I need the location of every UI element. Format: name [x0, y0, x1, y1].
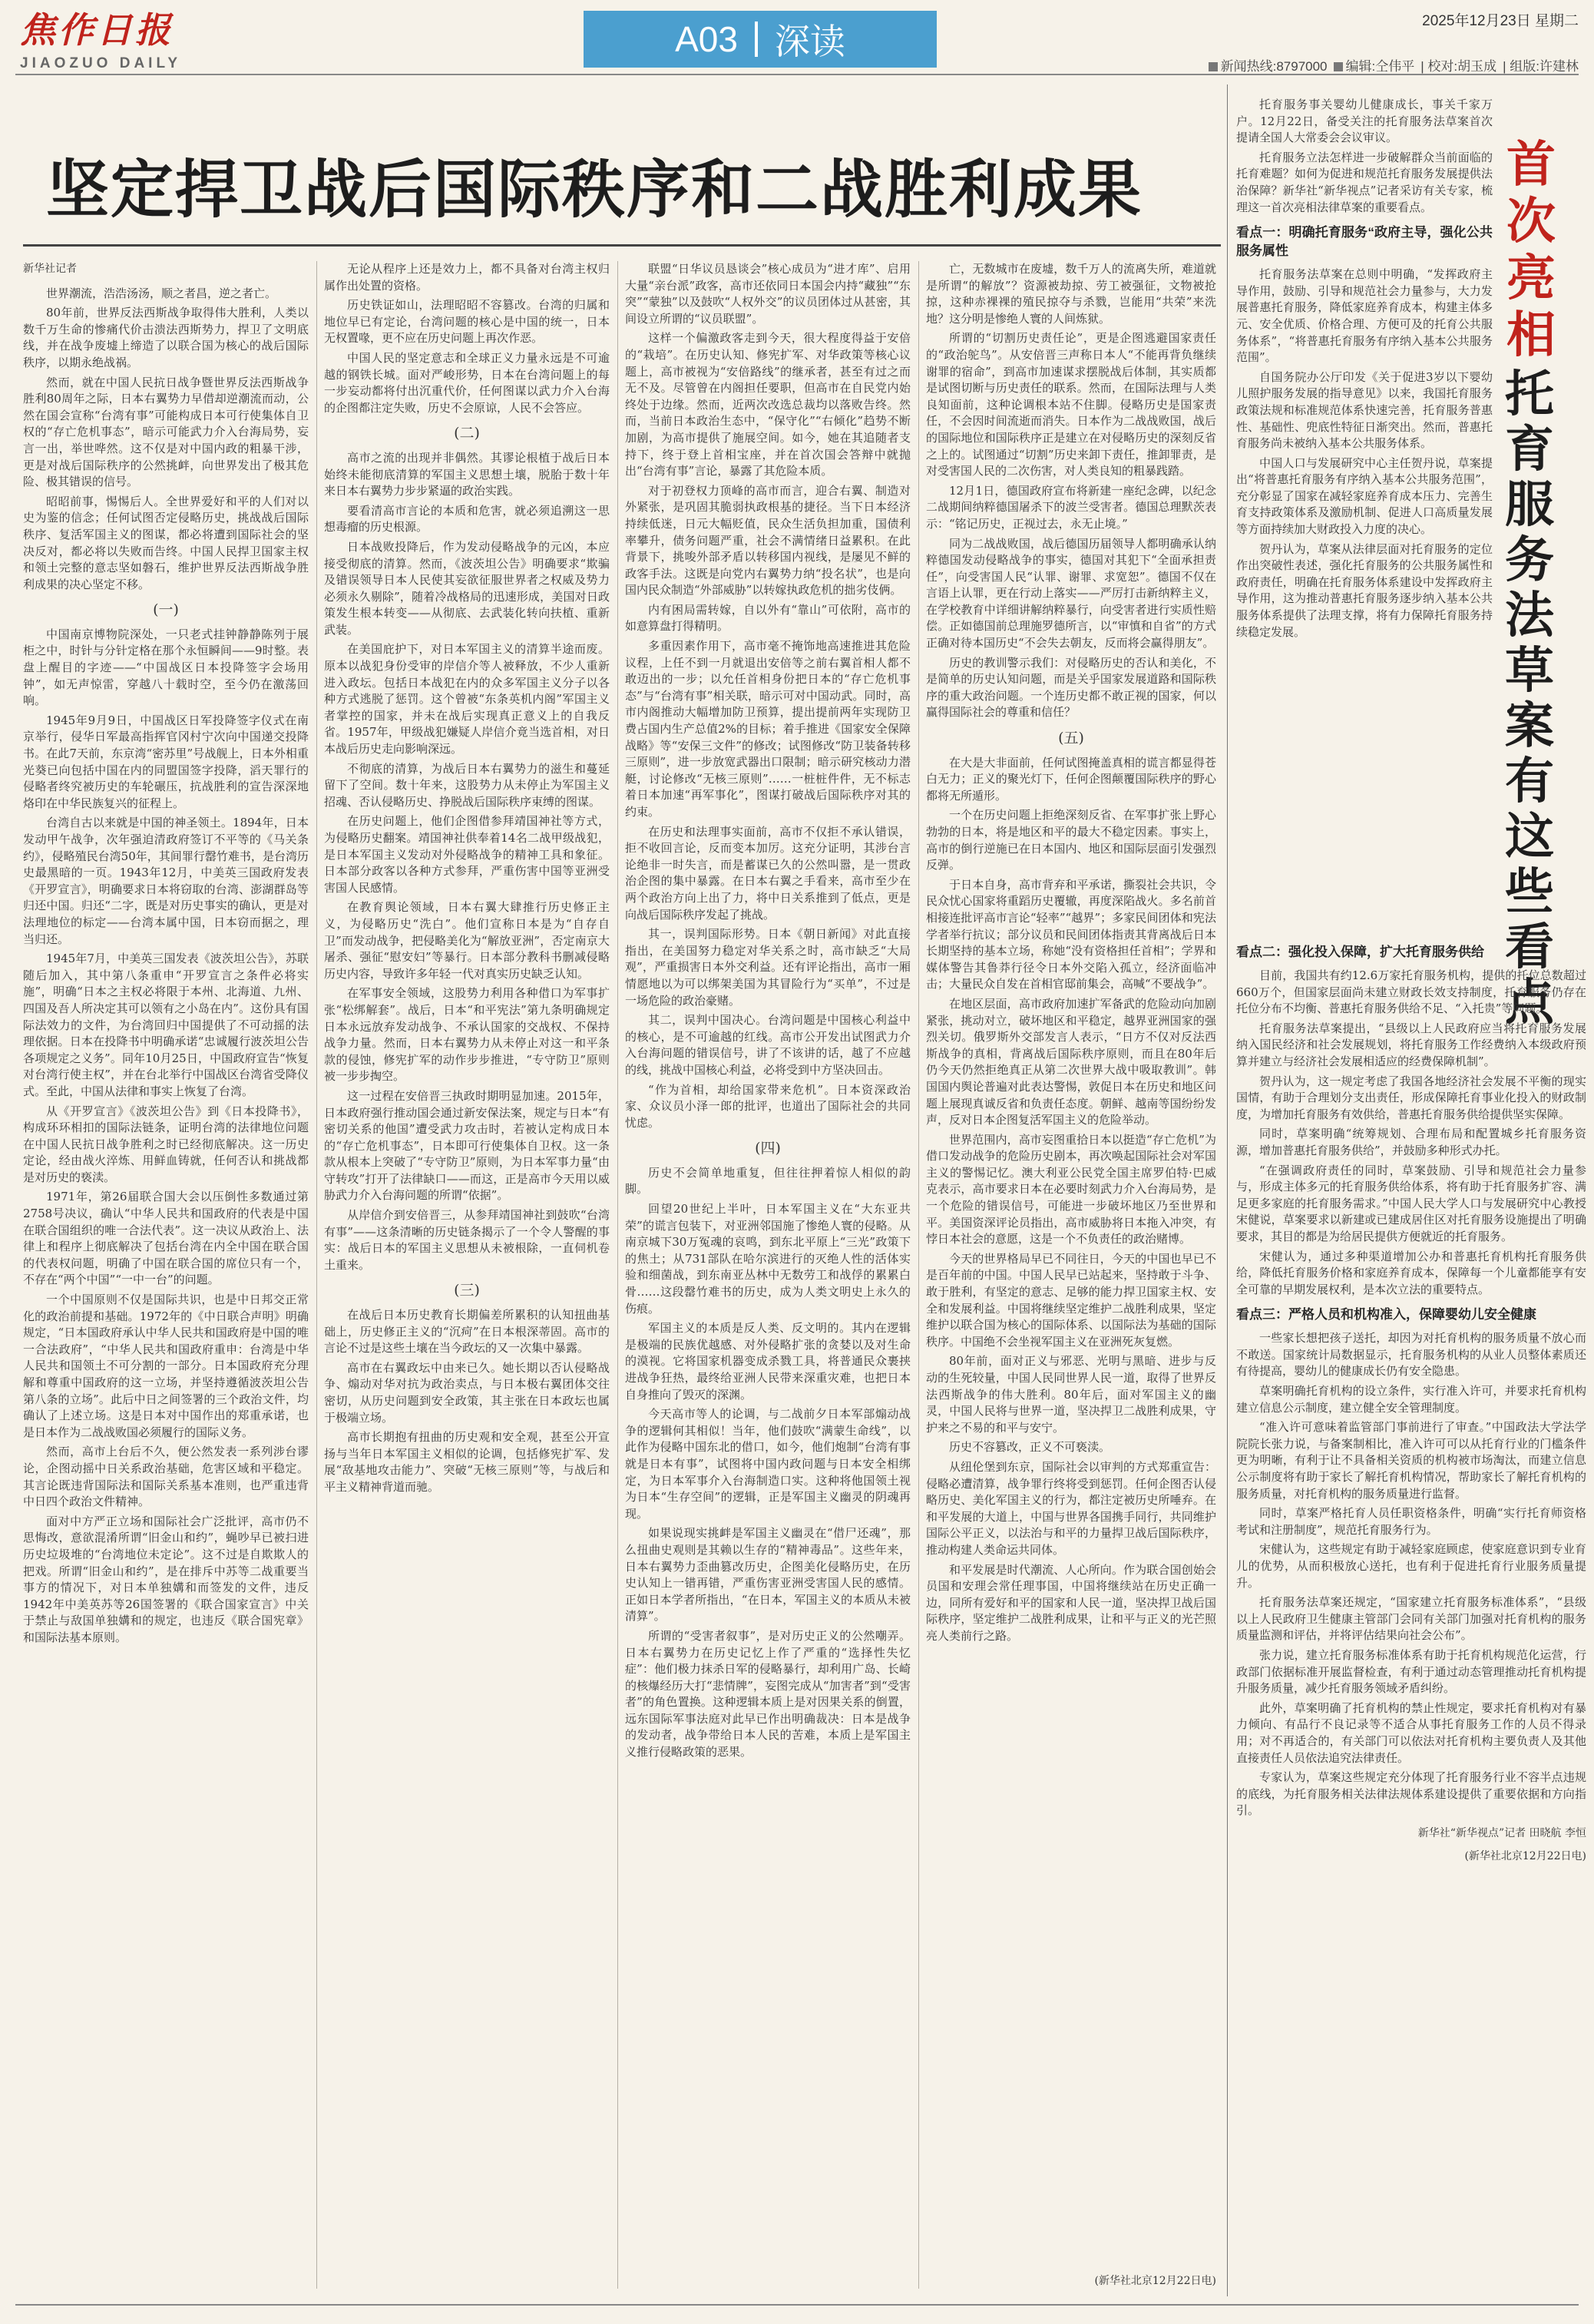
paragraph: 此外，草案明确了托育机构的禁止性规定，要求托育机构对有暴力倾向、有品行不良记录等不适合从事托育服务工作的人员不得录用；对不再适合的，有关部门可以依法对托育机构主要负责人及其他直接责任人员依法追究法律责任。	[1236, 1700, 1586, 1765]
paragraph: 中国南京博物院深处，一只老式挂钟静静陈列于展柜之中，时针与分针定格在那个永恒瞬间——9时整。表盘上醒目的字迹——“中国战区日本投降签字会场用钟”，如无声惊雷，穿越八十载时空，至今仍在激荡回响。	[23, 627, 309, 708]
paragraph: 贺丹认为，这一规定考虑了我国各地经济社会发展不平衡的现实国情，有助于合理划分支出责任，形成保障托育事业化投入的财政制度，为增加托育服务有效供给，普惠托育服务供给提供坚实保障。	[1236, 1074, 1586, 1121]
paragraph: 中国人口与发展研究中心主任贺丹说，草案提出“将普惠托育服务有序纳入基本公共服务范围”，充分彰显了国家在减轻家庭养育成本压力、完善生育支持政策体系及激励机制、促进人口高质量发展等方面持续加大财政投入力度的决心。	[1236, 455, 1493, 537]
dateline: (新华社北京12月22日电)	[1464, 1849, 1586, 1862]
paragraph: 张力说，建立托育服务标准体系有助于托育机构规范化运营，行政部门依据标准开展监督检查，有利于通过动态管理推动托育机构提升服务质量，减少托育服务领域矛盾纠纷。	[1236, 1647, 1586, 1696]
sidebar-column-1	[1236, 97, 1493, 934]
paragraph: 托育服务法草案在总则中明确，“发挥政府主导作用，鼓励、引导和规范社会力量参与，大力发展普惠托育服务，降低家庭养育成本，构建主体多元、安全优质、价格合理、方便可及的托育公共服务体系”，“将普惠托育服务有序纳入基本公共服务范围”。	[1236, 267, 1493, 365]
article-column-1	[23, 261, 309, 2289]
page-number: A03	[675, 19, 738, 59]
layout-info: | 组版:许建林	[1503, 59, 1579, 74]
section-number: (五)	[1058, 730, 1084, 747]
paragraph: 这一过程在安倍晋三执政时期明显加速。2015年，日本政府强行推动国会通过新安保法案，规定与日本“有密切关系的他国”遭受武力攻击时，若被认定构成日本的“存亡危机事态”，日本即可行使集体自卫权。这一条款从根本上突破了“专守防卫”原则，为日本军事力量“由守转攻”打开了法律缺口——而这，正是高市今天用以威胁武力介入台海问题的所谓“依据”。	[324, 1088, 610, 1203]
banner-divider	[755, 22, 758, 57]
paragraph: 面对中方严正立场和国际社会广泛批评，高市仍不思悔改，意欲混淆所谓“旧金山和约”，蝇吵早已被扫进历史垃圾堆的“台湾地位未定论”。这不过是自欺欺人的把戏。所谓“旧金山和约”，是在排斥中苏等二战重要当事方的情况下，对日本单独媾和而签发的文件，违反1942年中美英苏等26国签署的《联合国家宣言》中关于禁止与敌国单独媾和的规定，也违反《联合国宪章》和国际法基本原则。	[23, 1514, 309, 1644]
paragraph: 多重因素作用下，高市毫不掩饰地高速推进其危险议程，上任不到一月就退出安倍等之前右翼首相人都不敢迈出的一步；以允任首相身份把日本的“存亡危机事态”与“台湾有事”相关联，暗示可对中国动武。同时，高市内阁推动大幅增加防卫预算，提出提前两年实现防卫费占国内生产总值2%的目标；着手推进《国家安全保障战略》等“安保三文件”的修改；试图修改“防卫装备转移三原则”，进一步放宽武器出口限制；暗示研究核动力潜艇，讨论修改“无核三原则”……一桩桩件件，无不标志着日本加速“再军事化”，图谋打破战后国际秩序对其的约束。	[625, 639, 911, 819]
issue-date: 2025年12月23日 星期二	[1422, 13, 1579, 29]
paragraph: 今天的世界格局早已不同往日，今天的中国也早已不是百年前的中国。中国人民早已站起来，坚持敢于斗争、敢于胜利，有坚定的意志、足够的能力捍卫国家主权、安全和发展利益。中国将继续坚定维护二战胜利成果，坚定维护以联合国为核心的国际体系、以国际法为基础的国际秩序。中国绝不会坐视军国主义在亚洲死灰复燃。	[926, 1251, 1216, 1349]
paragraph: 中国人民的坚定意志和全球正义力量永远是不可逾越的钢铁长城。面对严峻形势，日本在台湾问题上的每一步妄动都将付出沉重代价，任何图谋以武力介入台海的企图都注定失败，历史不会原谅，人民不会答应。	[324, 350, 610, 415]
paragraph: 同时，草案严格托育人员任职资格条件，明确“实行托育师资格考试和注册制度”，规范托育服务行为。	[1236, 1506, 1586, 1537]
paragraph: 从岸信介到安倍晋三，从参拜靖国神社到鼓吹“台湾有事”——这条清晰的历史链条揭示了一个令人警醒的事实：战后日本的军国主义思想从未被根除，一直伺机卷土重来。	[324, 1208, 610, 1272]
paragraph: 世界潮流，浩浩汤汤，顺之者昌，逆之者亡。	[46, 286, 277, 300]
paragraph: 不彻底的清算，为战后日本右翼势力的滋生和蔓延留下了空间。数十年来，这股势力从未停止为军国主义招魂、否认侵略历史、挣脱战后国际秩序束缚的图谋。	[324, 761, 610, 809]
sidebar-column-2	[1236, 935, 1586, 2302]
paragraph: 对于初登权力顶峰的高市而言，迎合右翼、制造对外紧张，是巩固其脆弱执政根基的捷径。当下日本经济持续低迷，日元大幅贬值，民众生活负担加重，国债利率攀升，债务问题严重，社会不满情绪日益累积。在此背景下，挑唆外部矛盾以转移国内视线，是屡见不鲜的政客手法。这既是向党内右翼势力纳“投名状”，也是向国内民众制造“外部威胁”以转嫁执政危机的拙劣伎俩。	[625, 483, 911, 598]
paragraph: 在战后日本历史教育长期偏差所累积的认知扭曲基础上，历史修正主义的“沉疴”在日本根深蒂固。高市的言论不过是这些土壤在当今政坛的又一次集中暴露。	[324, 1308, 610, 1356]
paragraph: 联盟“日华议员恳谈会”核心成员为“进才库”、启用大量“亲台派”政客，高市还依同日本国会内持“藏独”“东突”“蒙独”以及鼓吹“人权外交”的议员团体过从甚密，其间设立所谓的“议员联盟”。	[625, 262, 911, 326]
paragraph: 在历史和法理事实面前，高市不仅拒不承认错误，拒不收回言论，反而变本加厉。这充分证明，其涉台言论绝非一时失言，而是蓄谋已久的公然叫嚣，是一贯政治企图的集中暴露。在日本右翼之手看来，高市至少在两个政治方向上出了力，将中日关系推到了低点，更是向战后国际秩序发起了挑战。	[625, 824, 911, 922]
subheading: 看点一：明确托育服务“政府主导，强化公共服务属性	[1236, 225, 1493, 259]
paragraph: 于日本自身，高市背弃和平承诺，撕裂社会共识，令民众忧心国家将重蹈历史覆辙，再度深陷战火。多名前首相接连批评高市言论“轻率”“越界”；多家民间团体和宪法学者举行抗议；部分议员和民间团体指责其背离战后日本长期坚持的基本立场，称她“没有资格担任首相”；学界和媒体警告其鲁莽行径令日本外交陷入孤立，经济面临冲击；大量民众自发在首相官邸前集会，高喊“不要战争”。	[926, 877, 1216, 992]
paragraph: 历史不容篡改，正义不可亵渎。	[949, 1440, 1111, 1455]
article2-title: 托育服务法草案有这些看点	[1505, 366, 1554, 1031]
editor-info-bar	[1209, 55, 1579, 74]
article-column-4	[926, 261, 1216, 2266]
paragraph: 托育服务法草案还规定，“国家建立托育服务标准体系”，“县级以上人民政府卫生健康主管部门会同有关部门加强对托育机构的服务质量监测和评估，并将评估结果向社会公布”。	[1236, 1595, 1586, 1643]
section-name: 深读	[774, 22, 845, 61]
paragraph: 所谓的“切割历史责任论”，更是企图逃避国家责任的“政治鸵鸟”。从安倍晋三声称日本人“不能再背负继续谢罪的宿命”，到高市加速谋求摆脱战后体制，其实质都是试图切断与历史责任的联系。然而，在国际法理与人类良知面前，这种论调根本站不住脚。侵略历史是国家责任，不会因时间流逝而消失。日本作为二战战败国，战后的国际地位和国际秩序正是建立在对侵略历史的深刻反省之上的。试图通过“切割”历史来卸下责任，推卸罪责，是对受害国人民的二次伤害，对人类良知的粗暴践踏。	[926, 331, 1216, 478]
paragraph: 如果说现实挑衅是军国主义幽灵在“借尸还魂”，那么扭曲史观则是其赖以生存的“精神毒品”。这些年来，日本右翼势力歪曲篡改历史，企图美化侵略历史，在历史认知上一错再错，严重伤害亚洲受害国人民的感情。正如日本学者所指出，“在日本，军国主义的本质从未被清算”。	[625, 1526, 911, 1624]
paragraph: 高市在右翼政坛中由来已久。她长期以否认侵略战争、煽动对华对抗为政治卖点，与日本极右翼团体交往密切，从历史问题到安全政策，其主张在日本政坛也属于极端立场。	[324, 1360, 610, 1425]
paragraph: 无论从程序上还是效力上，都不具备对台湾主权归属作出处置的资格。	[324, 262, 610, 293]
paragraph: 昭昭前事，惕惕后人。全世界爱好和平的人们对以史为鉴的信念；任何试图否定侵略历史，挑战战后国际秩序、复活军国主义的图谋，都必将遭到国际社会的坚决反对，都必将以失败而告终。中国人民捍卫国家主权和领土完整的意志坚如磐石，维护世界反法西斯战争胜利成果的决心坚定不移。	[23, 494, 309, 591]
article2-kicker: 首次亮相	[1506, 137, 1556, 364]
paragraph: 亡，无数城市在废墟，数千万人的流离失所，难道就是所谓“的解放”？资源被劫掠、劳工被强征，文物被抢掠，这种赤裸裸的殖民掠夺与杀戮，岂能用“共荣”来洗地？这分明是惨绝人寰的人间炼狱。	[926, 262, 1216, 326]
logo-title: 焦作日报	[20, 9, 174, 51]
paragraph: “作为首相，却给国家带来危机”。日本资深政治家、众议员小泽一郎的批评，也道出了国际社会的共同忧虑。	[625, 1082, 911, 1130]
section-number: (三)	[454, 1282, 480, 1299]
paragraph: 要看清高市言论的本质和危害，就必须追溯这一思想毒瘤的历史根源。	[324, 503, 610, 535]
masthead-rule	[15, 74, 1579, 75]
paragraph: 其一，误判国际形势。日本《朝日新闻》对此直接指出，在美国努力稳定对华关系之时，高市缺乏“大局观”，严重损害日本外交利益。还有评论指出，高市一厢情愿地以为可以绑架美国为其冒险行为“买单”，不过是一场危险的政治豪赌。	[625, 927, 911, 1008]
paragraph: 宋健认为，通过多种渠道增加公办和普惠托育机构托育服务供给，降低托育服务价格和家庭养育成本，保障每一个儿童都能享有安全可靠的早期发展权利，是本次立法的重要特点。	[1236, 1249, 1586, 1296]
paragraph: 宋健认为，这些规定有助于减轻家庭顾虑，使家庭意识到专业育儿的优势，从而积极放心送托，也有利于促进托育行业服务质量提升。	[1236, 1542, 1586, 1590]
paragraph: 历史的教训警示我们：对侵略历史的否认和美化，不是简单的历史认知问题，而是关乎国家发展道路和国际秩序的重大政治问题。一个连历史都不敢正视的国家，何以赢得国际社会的尊重和信任？	[926, 655, 1216, 720]
paragraph: 在地区层面，高市政府加速扩军备武的危险动向加剧紧张，挑动对立，破坏地区和平稳定，越界亚洲国家的强烈关切。俄罗斯外交部发言人表示，“日方不仅对反法西斯战争的真相，背离战后国际秩序原则，而且在80年后仍今天仍然拒绝真正从第二次世界大战中吸取教训”。韩国国内舆论普遍对此表达警惕，敦促日本在历史和地区问题上展现真诚反省和负责任态度。朝鲜、越南等国纷纷发声，反对日本企图复活军国主义的危险举动。	[926, 996, 1216, 1127]
paragraph: 今天高市等人的论调，与二战前夕日本军部煽动战争的逻辑何其相似！当年，他们鼓吹“满蒙生命线”，以此作为侵略中国东北的借口，如今，他们炮制“台湾有事就是日本有事”，试图将中国内政问题与日本安全相绑定，为日本军事介入台海制造口实。这种将他国领土视为日本“生存空间”的逻辑，正是军国主义幽灵的阴魂再现。	[625, 1407, 911, 1521]
paragraph: 这样一个偏激政客走到今天，很大程度得益于安倍的“栽培”。在历史认知、修宪扩军、对华政策等核心议题上，高市被视为“安倍路线”的继承者，甚至有过之而无不及。尽管曾在内阁担任要职，但高市在自民党内始终处于边缘。然而，近两次改选总裁均以落败告终。然而，当前日本政治生态中，“保守化”“右倾化”趋势不断加剧，为高市提供了施展空间。如今，她在其追随者支持下，终于登上首相宝座，并在首次国会答辩中就抛出“台湾有事”言论，暴露了其危险本质。	[625, 331, 911, 478]
newspaper-logo	[20, 11, 250, 72]
paragraph: 12月1日，德国政府宣布将新建一座纪念碑，以纪念二战期间纳粹德国屠杀下的波兰受害者。德国总理默茨表示：“铭记历史，正视过去，永无止境。”	[926, 483, 1216, 531]
paragraph: 在美国庇护下，对日本军国主义的清算半途而废。原本以战犯身份受审的岸信介等人被释放，不少人重新进入政坛。包括日本战犯在内的众多军国主义分子以各种方式逃脱了惩罚。这个曾被“东条英机内阁”军国主义者掌控的国家，并未在战后实现真正意义上的自我反省。1957年，甲级战犯嫌疑人岸信介竟当选首相，对日本战后历史走向影响深远。	[324, 642, 610, 756]
paragraph: 目前，我国共有约12.6万家托育服务机构，提供的托位总数超过660万个，但国家层面尚未建立财政长效支持制度，托育服务仍存在托位分布不均衡、普惠托育服务供给不足、“入托贵”等问题。	[1236, 968, 1586, 1016]
paragraph: 日本战败投降后，作为发动侵略战争的元凶，本应接受彻底的清算。然而，《波茨坦公告》明确要求“欺骗及错误领导日本人民使其妄欲征服世界者之权威及势力必须永久剔除”，随着冷战格局的迅速形成，美国对日政策发生根本转变——从彻底、去武装化转向扶植、重新武装。	[324, 539, 610, 637]
paragraph: 80年前，面对正义与邪恶、光明与黑暗、进步与反动的生死较量，中国人民同世界人民一道，取得了世界反法西斯战争的伟大胜利。80年后，面对军国主义的幽灵，中国人民将与世界一道，坚决捍卫二战胜利成果，守护来之不易的和平与安宁。	[926, 1354, 1216, 1435]
main-headline: 坚定捍卫战后国际秩序和二战胜利成果	[46, 153, 1143, 227]
proofreader-info: | 校对:胡玉成	[1420, 59, 1497, 74]
paragraph: “准入许可意味着监管部门事前进行了审查。”中国政法大学法学院院长张力说，与备案制相比，准入许可可以从托育行业的门槛条件更为明晰，有利于让不具备相关资质的机构被市场淘汰，而建立信息公示制度将有助于家长了解托育机构情况，帮助家长了解托育机构的服务质量，对托育机构的服务质量进行监督。	[1236, 1420, 1586, 1501]
paragraph: 回望20世纪上半叶，日本军国主义在“大东亚共荣”的谎言包装下，对亚洲邻国施了惨绝人寰的侵略。从南京城下30万冤魂的哀鸣，到东北平原上“三光”政策下的焦土；从731部队在哈尔滨进行的灭绝人性的活体实验和细菌战，到东南亚丛林中无数劳工和战俘的累累白骨……这段罄竹难书的历史，成为人类文明史上永久的伤痕。	[625, 1202, 911, 1316]
section-number: (四)	[755, 1140, 781, 1157]
paragraph: 1945年9月9日，中国战区日军投降签字仪式在南京举行，侵华日军最高指挥官冈村宁次向中国递交投降书。在此7天前，东京湾“密苏里”号战舰上，日本外相重光葵已向包括中国在内的同盟国签字投降，滔天罪行的侵略者终究被历史的车轮碾压，抗战胜利的宣告深深地烙印在中华民族复兴的征程上。	[23, 713, 309, 810]
paragraph: 然而，就在中国人民抗日战争暨世界反法西斯战争胜利80周年之际，日本右翼势力早借却逆潮流而动，公然在国会宣称“台湾有事”可能构成日本可行使集体自卫权的“存亡危机事态”，暗示可能武力介入台海局势，妄言一出，举世哗然。这不仅是对中国内政的粗暴干涉，更是对战后国际秩序的公然挑衅，向世界发出了极其危险、极其错误的信号。	[23, 375, 309, 489]
reporter-credit: 新华社“新华视点”记者 田晓航 李恒	[1417, 1826, 1586, 1839]
paragraph: 历史不会简单地重复，但往往押着惊人相似的韵脚。	[625, 1165, 911, 1197]
paragraph: 然而，高市上台后不久，便公然发表一系列涉台谬论，企图动摇中日关系政治基础，危害区域和平稳定。其言论既违背国际法和国际关系基本准则，也严重违背中日四个政治文件精神。	[23, 1445, 309, 1509]
paragraph: 历史铁证如山，法理昭昭不容篡改。台湾的归属和地位早已有定论，台湾问题的核心是中国的统一，日本无权置喙，更不应在历史问题上再次作恶。	[324, 298, 610, 346]
paragraph: 托育服务立法怎样进一步破解群众当前面临的托育难题？如何为促进和规范托育服务发展提供法治保障？新华社“新华视点”记者采访有关专家，梳理这一首次亮相法律草案的重要看点。	[1236, 150, 1493, 214]
paragraph: 从《开罗宣言》《波茨坦公告》到《日本投降书》，构成环环相扣的国际法链条，证明台湾的法律地位问题在中国人民抗日战争胜利之时已经彻底解决。这一历史定论，经由战火淬炼、用鲜血铸就，任何否认和挑战都是对历史的亵渎。	[23, 1104, 309, 1184]
paragraph: 1945年7月，中美英三国发表《波茨坦公告》，苏联随后加入，其中第八条重申“开罗宣言之条件必将实施”，明确“日本之主权必将限于本州、北海道、九州、四国及吾人所决定其可以领有之小岛在内”。这份具有国际法效力的文件，为台湾回归中国提供了不可动摇的法理依据。日本在投降书中明确承诺“忠诚履行波茨坦公告各项规定之义务”。同年10月25日，中国政府宣告“恢复对台湾行使主权”，并在台北举行中国战区台湾省受降仪式。至此，中国从法律和事实上恢复了台湾。	[23, 952, 309, 1098]
paragraph: 高市之流的出现并非偶然。其谬论根植于战后日本始终未能彻底清算的军国主义思想土壤，脱胎于数十年来日本右翼势力步步紧逼的政治实践。	[324, 450, 610, 498]
paragraph: 在大是大非面前，任何试图掩盖真相的谎言都显得苍白无力；正义的聚光灯下，任何企图颠覆国际秩序的野心都将无所遁形。	[926, 755, 1216, 803]
subheading: 看点三：严格人员和机构准入，保障婴幼儿安全健康	[1236, 1307, 1536, 1323]
paragraph: 托育服务法草案提出，“县级以上人民政府应当将托育服务发展纳入国民经济和社会发展规划，将托育服务工作经费纳入本级政府预算并建立与经济社会发展相适应的经费保障机制”。	[1236, 1021, 1586, 1068]
column-divider	[918, 261, 919, 2289]
paragraph: 一些家长想把孩子送托，却因为对托育机构的服务质量不放心而不敢送。国家统计局数据显示，托育服务机构的从业人员整体素质还有待提高，婴幼儿的健康成长仍有安全隐患。	[1236, 1331, 1586, 1379]
paragraph: 自国务院办公厅印发《关于促进3岁以下婴幼儿照护服务发展的指导意见》以来，我国托育服务政策法规和标准规范体系快速完善，托育服务普惠性、基础性、兜底性特征日渐突出。然而，普惠托育服务尚未被纳入基本公共服务体系。	[1236, 369, 1493, 451]
paragraph: 80年前，世界反法西斯战争取得伟大胜利，人类以数千万生命的惨痛代价击溃法西斯势力，捍卫了文明底线，并在战争废墟上缔造了以联合国为核心的战后国际秩序，以期永绝战祸。	[23, 306, 309, 369]
page-section-banner	[584, 11, 937, 68]
article-column-2	[324, 261, 610, 2289]
section-number: (一)	[153, 601, 179, 619]
byline: 新华社记者	[23, 263, 77, 275]
paragraph: 和平发展是时代潮流、人心所向。作为联合国创始会员国和安理会常任理事国，中国将继续站在历史正确一边，同所有爱好和平的国家和人民一道，坚决捍卫战后国际秩序，坚定维护二战胜利成果，让和平与正义的光芒照亮人类前行之路。	[926, 1562, 1216, 1643]
bottom-rule	[15, 2304, 1579, 2306]
paragraph: 1971年，第26届联合国大会以压倒性多数通过第2758号决议，确认“中华人民共和国政府的代表是中国在联合国组织的唯一合法代表”。这一决议从政治上、法律上和程序上彻底解决了包括台湾在内全中国在联合国的代表权问题，明确了中国在联合国的席位只有一个，不存在“两个中国”“一中一台”的问题。	[23, 1190, 309, 1287]
paragraph: 所谓的“受害者叙事”，是对历史正义的公然嘲弄。日本右翼势力在历史记忆上作了严重的“选择性失忆症”：他们极力抹杀日军的侵略暴行，却利用广岛、长崎的核爆经历大打“悲情牌”，妄图完成从“加害者”到“受害者”的角色置换。这种逻辑本质上是对因果关系的倒置，远东国际军事法庭对此早已作出明确裁决：日本是战争的发动者，战争带给日本人民的苦难，本质上是军国主义推行侵略政策的恶果。	[625, 1628, 911, 1760]
article-source	[926, 2267, 1216, 2290]
square-bullet-icon	[1209, 62, 1218, 71]
paragraph: 一个在历史问题上拒绝深刻反省、在军事扩张上野心勃勃的日本，将是地区和平的最大不稳定因素。事实上，高市的倒行逆施已在日本国内、地区和国际层面引发强烈反弹。	[926, 808, 1216, 872]
paragraph: 一个中国原则不仅是国际共识，也是中日邦交正常化的政治前提和基础。1972年的《中日联合声明》明确规定，“日本国政府承认中华人民共和国政府是中国的唯一合法政府”，“中华人民共和国政府重申：台湾是中华人民共和国领土不可分割的一部分。日本国政府充分理解和尊重中国政府的这一立场，并坚持遵循波茨坦公告第八条的立场”。此后中日之间签署的三个政治文件，均确认了上述立场。这是日本对中国作出的郑重承诺，也是日本作为二战战败国必须履行的国际义务。	[23, 1293, 309, 1439]
article-separator	[1227, 84, 1228, 2296]
editor-info: 编辑:仝伟平	[1334, 55, 1415, 74]
section-number: (二)	[454, 425, 480, 442]
paragraph: 军国主义的本质是反人类、反文明的。其内在逻辑是极端的民族优越感、对外侵略扩张的贪婪以及对生命的漠视。它将国家机器变成杀戮工具，将普通民众裹挟进战争狂热，最终给亚洲人民带来深重灾难，也把日本自身推向了毁灭的深渊。	[625, 1321, 911, 1402]
paragraph: 高市长期抱有扭曲的历史观和安全观，甚至公开宣扬与当年日本军国主义相似的论调，包括修宪扩军、发展“敌基地攻击能力”、突破“无核三原则”等，与战后和平主义精神背道而驰。	[324, 1430, 610, 1494]
column-divider	[316, 261, 317, 2289]
square-bullet-icon	[1334, 62, 1343, 71]
paragraph: 草案明确托育机构的设立条件，实行准入许可，并要求托育机构建立信息公示制度，建立健全安全管理制度。	[1236, 1384, 1586, 1415]
paragraph: 世界范围内，高市妄图重拾日本以挺造“存亡危机”为借口发动战争的危险历史剧本，再次唤起国际社会对军国主义的警惕记忆。澳大利亚公民党全国主席罗伯特·巴威克表示，高市要求日本在必要时刻武力介入台海局势，是一个危险的错误信号，可能进一步破坏地区乃至世界和平。美国资深评论员指出，高市威胁将日本拖入冲突，有悖日本社会的意愿，这是一个不负责任的政治赌博。	[926, 1132, 1216, 1246]
column-divider	[617, 261, 618, 2289]
paragraph: 在教育舆论领域，日本右翼大肆推行历史修正主义，为侵略历史“洗白”。他们宣称日本是为“自存自卫”而发动战争，把侵略美化为“解放亚洲”，否定南京大屠杀、强征“慰安妇”等暴行。日本部分教科书删减侵略历史内容，导致许多年轻一代对真实历史缺乏认知。	[324, 900, 610, 981]
paragraph: 专家认为，草案这些规定充分体现了托育服务行业不容半点违规的底线，为托育服务相关法律法规体系建设提供了重要依据和方向指引。	[1236, 1770, 1586, 1818]
paragraph: 其二，误判中国决心。台湾问题是中国核心利益中的核心，是不可逾越的红线。高市公开发出试图武力介入台海问题的错误信号，讲了不该讲的话，越了不应越的线，挑战中国核心利益，必将受到中方坚决回击。	[625, 1013, 911, 1077]
headline-rule	[23, 244, 1221, 247]
paragraph: 从纽伦堡到东京，国际社会以审判的方式郑重宣告：侵略必遭清算，战争罪行终将受到惩罚。任何企图否认侵略历史、美化军国主义的行为，都注定被历史所唾弃。在和平发展的大道上，中国与世界各国携手同行，共同维护国际公平正义，以法治与和平的力量捍卫战后国际秩序，推动构建人类命运共同体。	[926, 1459, 1216, 1557]
paragraph: 托育服务事关婴幼儿健康成长，事关千家万户。12月22日，备受关注的托育服务法草案首次提请全国人大常委会会议审议。	[1236, 98, 1493, 145]
paragraph: 在历史问题上，他们企图借参拜靖国神社等方式，为侵略历史翻案。靖国神社供奉着14名二战甲级战犯，是日本军国主义发动对外侵略战争的精神工具和象征。日本部分政客以各种方式参拜，严重伤害中国等亚洲受害国人民感情。	[324, 814, 610, 895]
hotline-info: 新闻热线:8797000	[1209, 55, 1328, 74]
article-column-3	[625, 261, 911, 2289]
paragraph: 贺丹认为，草案从法律层面对托育服务的定位作出突破性表述，强化托育服务的公共服务属性和政府责任，明确在托育服务体系建设中发挥政府主导作用，这为推动普惠托育服务逐步纳入基本公共服务体系提供了法理支撑，将有力保障托育服务持续稳定发展。	[1236, 541, 1493, 639]
paragraph: 台湾自古以来就是中国的神圣领土。1894年，日本发动甲午战争，次年强迫清政府签订不平等的《马关条约》，侵略殖民台湾50年，其间罪行罄竹难书，是台湾历史最黑暗的一页。1943年12月，中美英三国政府发表《开罗宣言》，明确要求日本将窃取的台湾、澎湖群岛等归还中国。归还“二字，既是对历史事实的确认，更是对法理地位的标定——台湾本属中国，日本窃而据之，理当归还。	[23, 816, 309, 946]
paragraph: 同为二战战败国，战后德国历届领导人都明确承认纳粹德国发动侵略战争的事实，德国对其犯下“全面承担责任”，向受害国人民“认罪、谢罪、求宽恕”。德国不仅在言语上认罪，更在行动上落实——严厉打击新纳粹主义，在学校教育中详细讲解纳粹暴行，向受害者进行实质性赔偿。正如德国前总理施罗德所言，以“审慎和自省”的方式正确对待本国历史“不会失去朝友，反而将会赢得朋友”。	[926, 536, 1216, 651]
paragraph: 同时，草案明确“统筹规划、合理布局和配置城乡托育服务资源，增加普惠托育服务供给”，并鼓励多种形式办托。	[1236, 1127, 1586, 1157]
paragraph: 在军事安全领域，这股势力利用各种借口为军事扩张“松绑解套”。战后，日本“和平宪法”第九条明确规定日本永远放弃发动战争、不承认国家的交战权、不保持战争力量。然而，日本右翼势力从未停止对这一和平条款的侵蚀，修宪扩军的动作步步推进，“专守防卫”原则被一步步掏空。	[324, 986, 610, 1084]
paragraph: “在强调政府责任的同时，草案鼓励、引导和规范社会力量参与，形成主体多元的托育服务供给体系，将有助于托育服务扩容、满足更多家庭的托育服务需求。”中国人民大学人口与发展研究中心教授宋健说，草案要求以新建或已建成居住区对托育服务设施提出了明确要求，其目的都是为给居民提供方便就近的托育服务。	[1236, 1163, 1586, 1243]
dateline: (新华社北京12月22日电)	[1094, 2275, 1216, 2287]
paragraph: 内有困局需转嫁，自以外有“靠山”可依附，高市的如意算盘打得精明。	[625, 602, 911, 634]
subheading: 看点二：强化投入保障，扩大托育服务供给	[1236, 945, 1484, 959]
logo-subtitle: JIAOZUO DAILY	[20, 55, 181, 71]
